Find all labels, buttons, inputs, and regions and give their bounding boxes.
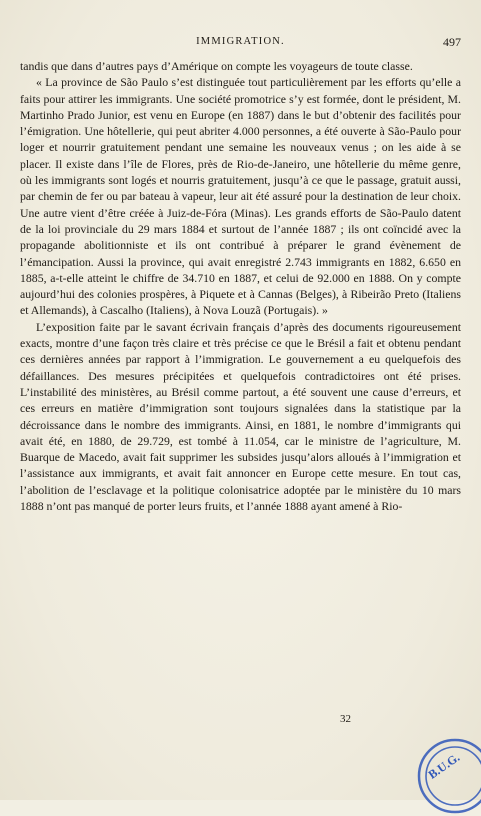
stamp-text: B.U.G. xyxy=(425,750,463,782)
running-title: IMMIGRATION. xyxy=(196,36,285,47)
body-text xyxy=(20,58,461,514)
paragraph-1: tandis que dans d’autres pays d’Amérique on compte les voyageurs de toute classe. xyxy=(20,59,413,73)
page-number: 497 xyxy=(443,35,461,49)
running-head xyxy=(20,36,461,52)
paragraph-3: L’exposition faite par le savant écrivain français d’après des documents rigoureusement exacts, montre d’une façon très claire et très précise ce que le Brésil a fait et obtenu pendant ces dernières années par rapport à l’immigration. Le gouvernement a eu quelquefois des défaillances. Des mesures précipitées et quelquefois contradictoires ont été prises. L’instabilité des ministères, au Brésil comme partout, a été souvent une cause d’erreurs, et ces erreurs en matière d’immigration sont toujours signalées dans la statistique par la décroissance dans le nombre des immigrants. Ainsi, en 1881, le nombre d’immigrants qui avait été, en 1880, de 29.729, est tombé à 11.054, car le ministre de l’agriculture, M. Buarque de Macedo, avait fait supprimer les subsides jusqu’alors alloués à l’immigration et l’assistance aux immigrants, et avait fait annoncer en Europe cette mesure. En tout cas, l’abolition de l’esclavage et la politique colonisatrice adoptée par le ministère du 10 mars 1888 n’ont pas manqué de porter leurs fruits, et l’année 1888 ayant amené à Rio- xyxy=(20,319,461,514)
signature-mark: 32 xyxy=(340,713,351,725)
paragraph-2-quotation: « La province de São Paulo s’est distinguée tout particulièrement par les efforts qu’elle a faits pour attirer les immigrants. Une société promotrice s’y est formée, dont le président, M. Martinho Prado Junior, est venu en Europe (en 1887) dans le but d’obtenir des facilités pour l’émigration. Une hôtellerie, qui peut abriter 4.000 personnes, a été ouverte à São-Paulo pour loger et nourrir gratuitement pendant une semaine les nouveaux venus ; on les aide à se placer. Il existe dans l’île de Flores, près de Rio-de-Janeiro, une hôtellerie du même genre, où les immigrants sont logés et nourris gratuitement, jusqu’à ce que le passage, gratuit aussi, par chemin de fer ou par bateau à vapeur, leur ait été assuré pour la destination de leur choix. Une autre vient d’être créée à Juiz-de-Fóra (Minas). Les grands efforts de São-Paulo datent de la loi provinciale du 29 mars 1884 et surtout de l’année 1887 ; ils ont coïncidé avec la propagande abolitionniste et ils ont contribué à préparer le grand évènement de l’émancipation. Aussi la province, qui avait enregistré 2.743 immigrants en 1882, 6.650 en 1885, a-t-elle atteint le chiffre de 34.710 en 1887, et celui de 92.000 en 1888. On y compte aujourd’hui des colonies prospères, à Piquete et à Cannas (Belges), à Ribeirão Preto (Italiens et Allemands), à Cascalho (Italiens), à Nova Louzã (Portugais). » xyxy=(20,75,461,318)
library-stamp-icon xyxy=(415,736,481,816)
